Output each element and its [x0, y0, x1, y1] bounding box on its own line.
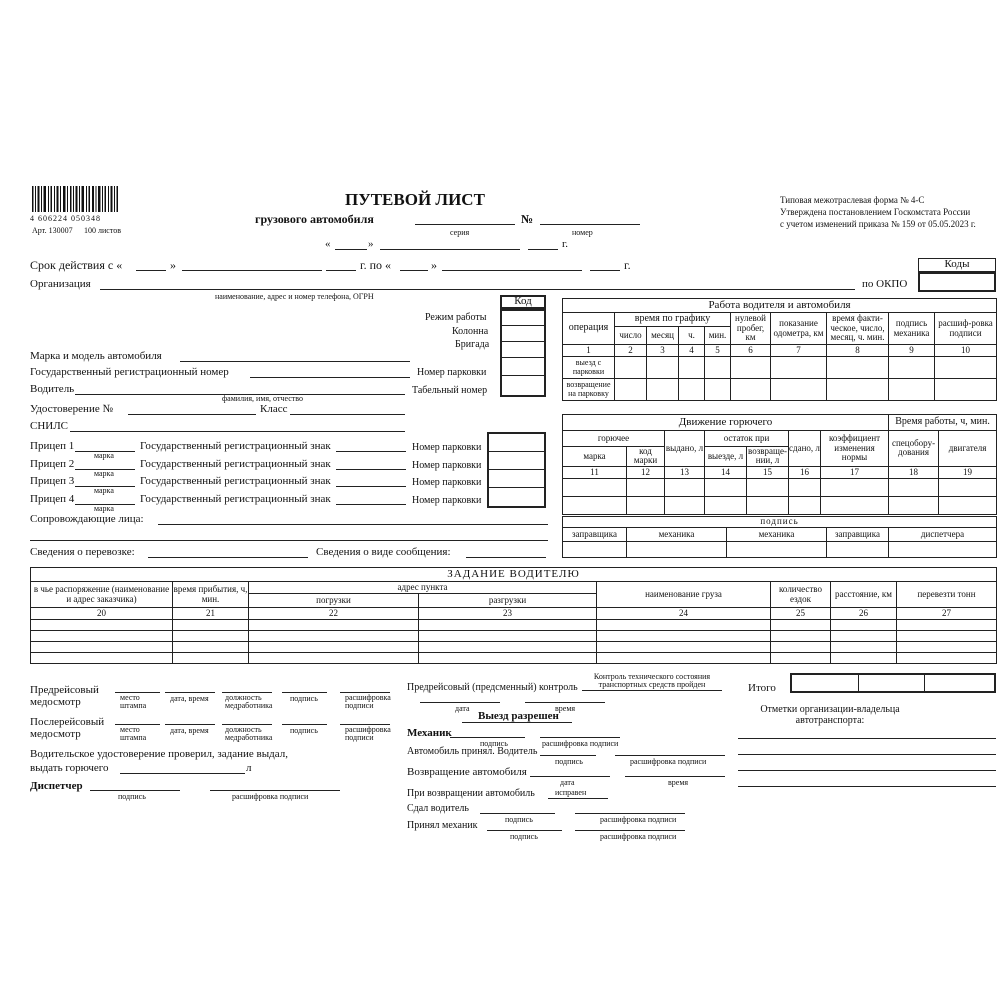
- barcode-number: 4 606224 050348: [30, 214, 101, 223]
- code-box-label: Код: [514, 295, 532, 307]
- page-title: ПУТЕВОЙ ЛИСТ: [345, 190, 485, 209]
- trailer-parking-box[interactable]: [487, 432, 546, 508]
- posttrip-label: Послерейсовый медосмотр: [30, 716, 105, 740]
- sheet-count: 100 листов: [84, 226, 121, 235]
- owner-marks-label: Отметки организации-владельца автотранспорта:: [760, 704, 900, 726]
- validity-label: Срок действия с «: [30, 258, 123, 272]
- form-note-1: Типовая межотраслевая форма № 4-С: [780, 195, 925, 205]
- number-sign: №: [521, 212, 534, 226]
- car-model-field[interactable]: [180, 361, 410, 362]
- okpo-field[interactable]: [918, 272, 996, 292]
- total-box[interactable]: [790, 673, 996, 693]
- signature-table: подпись заправщика механика механика заправщика диспетчера: [562, 516, 997, 558]
- reg-number-field[interactable]: [250, 377, 410, 378]
- series-hint: серия: [450, 228, 470, 237]
- okpo-label: по ОКПО: [862, 278, 908, 290]
- pretrip-label: Предрейсовый медосмотр: [30, 684, 99, 708]
- codes-label: Коды: [944, 258, 970, 270]
- total-label: Итого: [748, 682, 776, 694]
- escorts-field[interactable]: [158, 524, 548, 525]
- code-box[interactable]: [500, 309, 546, 397]
- article-number: Арт. 130007: [32, 226, 73, 235]
- form-note-3: с учетом изменений приказа № 159 от 05.05.2023 г.: [780, 219, 976, 229]
- exit-allowed: Выезд разрешен: [478, 710, 559, 722]
- number-hint: номер: [572, 228, 593, 237]
- license-field[interactable]: [128, 414, 256, 415]
- org-field[interactable]: [100, 289, 855, 290]
- task-table: ЗАДАНИЕ ВОДИТЕЛЮ в чье распоряжение (наименование и адрес заказчика) время прибытия, ч, мин. адрес пункта наименование груза количество ездок расстояние, км перевезти тонн погрузки разгрузки 20 21 22 23 24 25 26 27: [30, 567, 997, 664]
- org-label: Организация: [30, 278, 91, 290]
- fuel-table: Движение горючего Время работы, ч, мин. горючее выдано, л остаток при сдано, л коэффициент изменения нормы спецобору-дования двигателя марка код марки выезде, л возвраще-нии, л 11 12 13 14 15 16 17 18 19: [562, 414, 997, 515]
- page-subtitle: грузового автомобиля: [255, 212, 374, 226]
- snils-field[interactable]: [70, 431, 405, 432]
- form-note-2: Утверждена постановлением Госкомстата России: [780, 207, 971, 217]
- work-table: Работа водителя и автомобиля операция время по графику нулевой пробег, км показание одометра, км время факти-ческое, число, месяц, ч. мин. подпись механика расшиф-ровка подписи число месяц ч. мин. 1 2 3 4 5 6 7 8 9 10 выезд с парковки возвращение на парковку: [562, 298, 997, 401]
